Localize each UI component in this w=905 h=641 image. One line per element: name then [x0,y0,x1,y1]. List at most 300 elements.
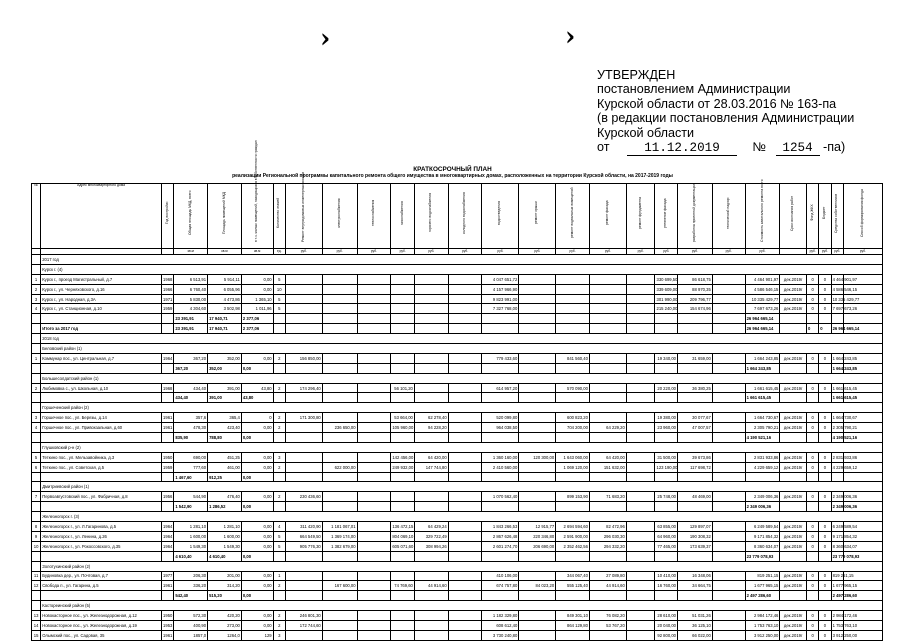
cell-term [780,551,807,561]
cell-yr: 1971 [162,294,174,304]
cell-addr: Первоавгустовский пос., ул. Фабричная, д.8 [41,492,162,502]
cell-yr [162,551,174,561]
cell-yr: 1950 [162,611,174,621]
cell-c: 1 661 615,45 [831,383,843,393]
cell-face: 899 153,90 [556,492,590,502]
cell-r1 [655,363,678,373]
cell-fd [589,304,626,314]
cell-he [322,472,357,482]
cell-s3: 129 [241,630,273,640]
unit-cell: руб. [831,249,843,255]
cell-no [32,502,41,512]
cell-addr: Железногорск г., ул. Л.Гагаринова, д.5 [41,522,162,532]
cell-r1 [655,393,678,403]
cell-c: 4 190 521,16 [831,433,843,443]
cell-no: 14 [32,620,41,630]
cell-a: 0 [807,383,819,393]
cell-s3: 0,00 [241,274,273,284]
section-label: Железногорск г. (3) [41,512,883,522]
cell-tot [745,472,780,482]
cell-tot: 7 697 673,26 [745,304,780,314]
approval-stamp [597,68,854,154]
cell-no [32,591,41,601]
section-row [32,482,883,492]
column-header: Площадь помещений МКД [208,184,242,249]
cell-gas [357,423,391,433]
cell-addr: Горшечное пос., ул. Березы, д.14 [41,413,162,423]
cell-face: 344 067,40 [556,571,590,581]
cell-c: 2 497 286,60 [831,591,843,601]
cell-s3: 0,00 [241,620,273,630]
cell-s3: 0,00 [241,502,273,512]
cell-r2: 36 380,25 [678,383,713,393]
cell-el: 905 776,30 [285,541,322,551]
cell-s3: 43,80 [241,383,273,393]
cell-he [322,433,357,443]
cell-roof: 410 106,00 [482,571,519,581]
cell-r2: 154 674,96 [678,304,713,314]
cell-yr: 1964 [162,541,174,551]
cell-sew [448,294,482,304]
cell-face [556,284,590,294]
column-header: Количество этажей [273,184,285,249]
cell-s2: 912,25 [208,472,242,482]
cell-fl: 2 [273,413,285,423]
cell-face [556,591,590,601]
cell-sew [448,324,482,334]
approval-title: УТВЕРЖДЕН [597,68,676,82]
cell-s3: 0,00 [241,452,273,462]
cell-tot: 26 964 665,14 [745,314,780,324]
cell-r1: 20 220,00 [655,383,678,393]
cell-he: 622 000,00 [322,462,357,472]
approval-date: 11.12.2019 [627,141,737,156]
cell-cw: 44 914,60 [414,581,448,591]
cell-fl [273,551,285,561]
cell-face [556,551,590,561]
section-label: Дмитриевский район (1) [41,482,883,492]
cell-he [322,571,357,581]
cell-r2 [678,363,713,373]
cell-el [285,314,322,324]
cell-gas [357,383,391,393]
cell-el [285,581,322,591]
cell-r1: 92 800,00 [655,630,678,640]
cell-addr: Любимовка с., ул. Школьная, д.10 [41,383,162,393]
cell-yr [162,363,174,373]
cell-addr: Коммунар пос., ул. Центральная, д.7 [41,353,162,363]
cell-cw [414,492,448,502]
approval-line: Курской области [597,125,695,140]
cell-ins [626,502,655,512]
unit-cell: кв.м [208,249,242,255]
cell-ins [626,630,655,640]
cell-gas [357,433,391,443]
section-row [32,264,883,274]
cell-yr: 1953 [162,620,174,630]
cell-a [807,472,819,482]
cell-fl [273,433,285,443]
cell-ins [626,433,655,443]
decorative-mark-right: › [565,22,576,52]
section-number-cell [32,482,41,492]
column-header: Ремонт внутридомовых инженерных систем [285,184,322,249]
cell-base [519,393,556,403]
cell-gas [357,472,391,482]
cell-addr [41,472,162,482]
unit-cell: руб. [678,249,713,255]
table-row [32,630,883,640]
column-header: ремонт фасада [589,184,626,249]
cell-gas [357,393,391,403]
cell-a: 0 [807,462,819,472]
cell-gas [357,502,391,512]
cell-hw: 804 069,10 [391,531,415,541]
cell-fl: 5 [273,531,285,541]
approval-line: Курской области от 28.03.2016 № 163-па [597,96,837,111]
cell-a [807,393,819,403]
cell-ins [626,304,655,314]
cell-b: 0 [819,531,831,541]
cell-yr: 1961 [162,581,174,591]
cell-s2: 314,20 [208,581,242,591]
cell-face: 704 200,00 [556,423,590,433]
plan-title: КРАТКОСРОЧНЫЙ ПЛАН [413,166,492,173]
cell-tot: 1 677 965,15 [745,581,780,591]
cell-r1: 19 380,00 [655,413,678,423]
cell-term: дек.2019г [780,294,807,304]
unit-cell: руб. [626,249,655,255]
cell-gas [357,314,391,324]
cell-face [556,294,590,304]
cell-addr: Новокасторное пос., ул. Железнодорожная, д.12 [41,611,162,621]
cell-face: 570 090,00 [556,383,590,393]
cell-a: 0 [807,492,819,502]
cell-term: дек.2019г [780,284,807,294]
cell-base [519,433,556,443]
cell-addr [41,502,162,512]
cell-base [519,294,556,304]
column-header: Средства собственников [831,184,843,249]
cell-ins [626,492,655,502]
cell-el [285,363,322,373]
cell-r1: 330 699,50 [655,274,678,284]
cell-fl [273,472,285,482]
cell-tot: 23 779 078,93 [745,551,780,561]
cell-gas [357,363,391,373]
table-row [32,541,883,551]
cell-el [285,502,322,512]
subtotal-row [32,314,883,324]
cell-fl: 10 [273,284,285,294]
cell-term [780,433,807,443]
column-header: технический надзор [712,184,745,249]
cell-base [519,591,556,601]
cell-roof [482,324,519,334]
cell-addr: Железногорск г., ул. Ленина, д.26 [41,531,162,541]
subtotal-row [32,551,883,561]
cell-el: 664 549,50 [285,531,322,541]
cell-roof: 9 823 991,00 [482,294,519,304]
cell-fl: 5 [273,541,285,551]
cell-cw [414,284,448,294]
cell-he [322,551,357,561]
cell-r1: 16 760,00 [655,581,678,591]
cell-tot: 2 984 172,46 [745,611,780,621]
unit-cell: ед. [273,249,285,255]
cell-s2: 451,25 [208,452,242,462]
cell-el: 174 296,40 [285,383,322,393]
cell-addr: Будиновка дер., ул. Почтовая, д.7 [41,571,162,581]
cell-roof: 2 601 274,70 [482,541,519,551]
cell-s2: 423,40 [208,423,242,433]
cell-tech [712,383,745,393]
cell-base [519,423,556,433]
cell-base [519,472,556,482]
column-header: Общая площадь МКД, всего [174,184,208,249]
cell-sew [448,284,482,294]
cell-r1: 63 855,00 [655,522,678,532]
cell-fl: 5 [273,274,285,284]
cell-addr: Железногорск г., ул. Рокоссовского, д.35 [41,541,162,551]
cell-gas [357,531,391,541]
unit-cell: руб. [322,249,357,255]
cell-r2: 34 664,75 [678,581,713,591]
cell-tot: 8 360 634,07 [745,541,780,551]
cell-s1: 367,20 [174,353,208,363]
cell-a: 0 [807,522,819,532]
column-header: ремонт крыши [519,184,556,249]
cell-fd [589,393,626,403]
cell-hw: 56 101,20 [391,383,415,393]
cell-s2: 4 473,86 [208,294,242,304]
cell-s3: 0,00 [241,611,273,621]
unit-cell: руб. [745,249,780,255]
cell-term: дек.2019г [780,620,807,630]
section-number-cell [32,334,41,344]
section-number-cell [32,561,41,571]
cell-fl [273,314,285,324]
unit-cell: кв.м [241,249,273,255]
cell-term [780,363,807,373]
cell-c: 819 251,15 [831,571,843,581]
cell-fd [589,363,626,373]
cell-gas [357,462,391,472]
cell-tot: 2 305 790,21 [745,423,780,433]
cell-he [322,611,357,621]
cell-s1: 434,40 [174,393,208,403]
cell-gas [357,581,391,591]
cell-no [32,314,41,324]
cell-s2: 201,00 [208,571,242,581]
cell-ins [626,611,655,621]
cell-face: 600 823,20 [556,413,590,423]
cell-roof: 520 099,80 [482,413,519,423]
cell-a [807,363,819,373]
cell-c: 8 360 634,07 [831,541,843,551]
cell-no [32,472,41,482]
cell-yr [162,393,174,403]
cell-b [819,472,831,482]
cell-gas [357,551,391,561]
cell-tot: 2 349 006,36 [745,502,780,512]
cell-roof: 1 843 266,53 [482,522,519,532]
cell-r1: 215 240,00 [655,304,678,314]
cell-r2: 31 659,00 [678,353,713,363]
cell-cw [414,591,448,601]
unit-cell: руб. [712,249,745,255]
cell-gas [357,353,391,363]
cell-gas [357,630,391,640]
cell-term [780,393,807,403]
cell-term: дек.2019г [780,492,807,502]
cell-face [556,314,590,324]
section-number-cell [32,344,41,354]
cell-s2: 420,20 [208,611,242,621]
cell-r1: 23 960,00 [655,423,678,433]
cell-ins [626,531,655,541]
cell-b [819,502,831,512]
cell-el [285,591,322,601]
cell-sew [448,274,482,284]
cell-tech [712,502,745,512]
column-header: Способ формирования фонда [843,184,882,249]
cell-tot: 4 190 521,16 [745,433,780,443]
cell-roof [482,551,519,561]
cell-he [322,452,357,462]
cell-base: 120 300,00 [519,452,556,462]
cell-roof: 7 327 768,00 [482,304,519,314]
column-header: разработка проектной документации [678,184,713,249]
cell-tech [712,304,745,314]
cell-r2 [678,591,713,601]
cell-hw [391,324,415,334]
cell-term [780,472,807,482]
cell-no [32,551,41,561]
cell-he [322,284,357,294]
cell-tot: 3 912 250,00 [745,630,780,640]
cell-b: 0 [819,423,831,433]
cell-sew [448,551,482,561]
cell-he [322,353,357,363]
cell-he [322,363,357,373]
cell-tech [712,284,745,294]
cell-he: 167 600,00 [322,581,357,591]
cell-roof [482,502,519,512]
table-row [32,522,883,532]
decorative-mark-left: › [320,24,331,54]
cell-s2: 476,40 [208,492,242,502]
cell-he [322,492,357,502]
cell-el [285,324,322,334]
cell-no: 5 [32,452,41,462]
section-number-cell [32,601,41,611]
cell-s1: 5 830,00 [174,294,208,304]
subtotal-row [32,324,883,334]
cell-he [322,413,357,423]
cell-b: 0 [819,383,831,393]
cell-gas [357,413,391,423]
cell-addr: Свобода п., ул. Гагарина, д.5 [41,581,162,591]
cell-fl: 4 [273,522,285,532]
cell-hw [391,591,415,601]
cell-tech [712,630,745,640]
cell-sew [448,591,482,601]
cell-fd: 64 420,00 [589,452,626,462]
cell-r1: 123 190,00 [655,462,678,472]
cell-s2: 5 914,11 [208,274,242,284]
cell-s3: 0,00 [241,591,273,601]
cell-term: дек.2019г [780,581,807,591]
cell-sew [448,393,482,403]
cell-s2: 17 940,71 [208,324,242,334]
cell-s2: 4 610,40 [208,551,242,561]
cell-r2: 117 698,72 [678,462,713,472]
cell-cw [414,611,448,621]
cell-tech [712,571,745,581]
table-row [32,620,883,630]
cell-c: 1 753 763,10 [831,620,843,630]
table-row [32,581,883,591]
cell-r2: 36 125,10 [678,620,713,630]
cell-el [285,433,322,443]
approval-line: (в редакции постановления Администрации [597,111,855,126]
cell-sew [448,531,482,541]
cell-s1: 434,40 [174,383,208,393]
cell-roof: 3 730 240,80 [482,630,519,640]
cell-el [285,304,322,314]
cell-cw [414,551,448,561]
cell-s2: 3 502,98 [208,304,242,314]
cell-c: 2 831 933,86 [831,452,843,462]
cell-tech [712,413,745,423]
section-row [32,373,883,383]
cell-tech [712,611,745,621]
cell-term [780,502,807,512]
cell-el: 311 420,90 [285,522,322,532]
cell-hw: 249 932,00 [391,462,415,472]
cell-tech [712,472,745,482]
cell-sew [448,620,482,630]
cell-c: 7 697 673,26 [831,304,843,314]
cell-s3: 0,00 [241,522,273,532]
cell-s1: 1 549,30 [174,541,208,551]
cell-s2: 1 286,52 [208,502,242,512]
cell-no [32,363,41,373]
cell-s1: 1 600,00 [174,531,208,541]
cell-fl: 1 [273,571,285,581]
column-header: ремонт фундамента [626,184,655,249]
cell-sew [448,581,482,591]
cell-s1: 400,90 [174,620,208,630]
section-row [32,403,883,413]
cell-hw: 105 960,00 [391,423,415,433]
cell-base [519,304,556,314]
cell-ins [626,571,655,581]
cell-tot: 1 664 730,67 [745,413,780,423]
cell-s3: 0 [241,413,273,423]
cell-no: 11 [32,571,41,581]
cell-tot: 1 753 763,10 [745,620,780,630]
cell-fd [589,413,626,423]
cell-a: 0 [807,611,819,621]
section-row [32,512,883,522]
cell-tech [712,551,745,561]
cell-el [285,294,322,304]
cell-tot: 819 251,15 [745,571,780,581]
cell-sew [448,522,482,532]
cell-fl [273,324,285,334]
